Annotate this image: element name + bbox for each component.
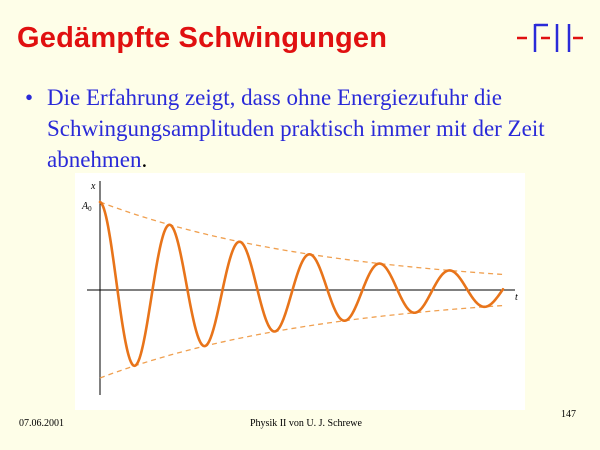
bullet-text xyxy=(47,82,547,175)
oscillation-curve xyxy=(100,202,503,366)
page-number: 147 xyxy=(561,409,576,420)
fh-logo xyxy=(515,18,585,58)
bullet-period: . xyxy=(141,147,148,172)
amplitude-subscript: 0 xyxy=(88,205,92,213)
x-axis-label: t xyxy=(515,292,518,303)
bullet-dot: • xyxy=(25,85,34,110)
amplitude-label xyxy=(81,201,92,213)
y-axis-label: x xyxy=(91,181,96,192)
oscillation-plot xyxy=(75,173,525,410)
footer-date: 07.06.2001 xyxy=(19,418,64,429)
envelope-lower xyxy=(100,306,503,378)
bullet-sentence: Die Erfahrung zeigt, dass ohne Energiezufuhr die Schwingungsamplituden praktisch immer mit der Zeit abnehmen xyxy=(47,85,545,172)
footer-author: Physik II von U. J. Schrewe xyxy=(250,418,362,429)
damped-oscillation-figure xyxy=(75,173,525,410)
slide-title: Gedämpfte Schwingungen xyxy=(17,22,388,54)
amplitude-letter: A xyxy=(82,201,89,212)
